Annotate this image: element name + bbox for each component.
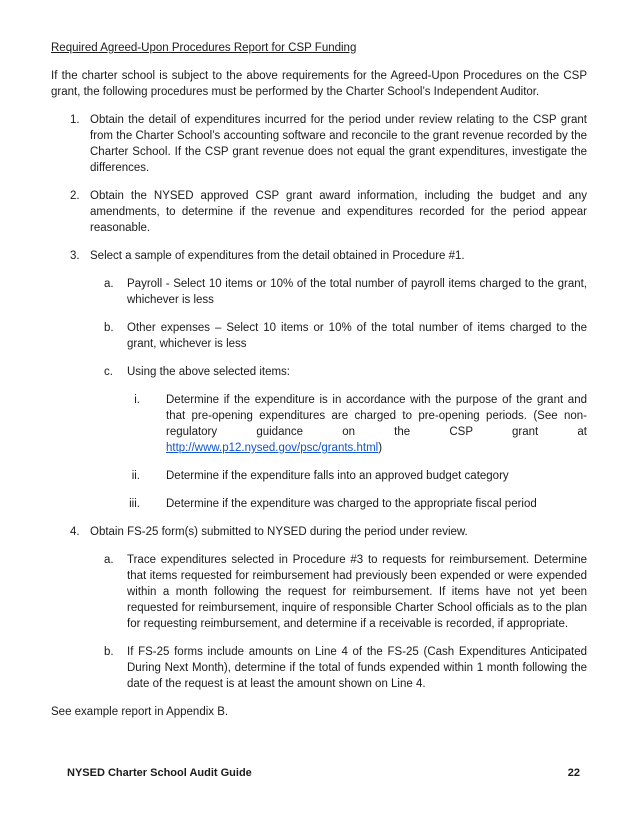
item-marker: 4. [70,526,80,538]
item-text: Determine if the expenditure falls into an approved budget category [166,470,509,482]
page-number: 22 [567,767,580,779]
closing-note: See example report in Appendix B. [51,706,229,718]
procedure-item-4 [51,524,587,540]
section-heading-text: Required Agreed-Upon Procedures Report for CSP Funding [51,42,357,54]
item-text: Other expenses – Select 10 items or 10% of the total number of items charged to the grant, whichever is less [127,322,587,350]
item-marker: a. [104,554,114,566]
item-marker: ii. [131,470,140,482]
item-marker: 2. [70,190,80,202]
procedure-item-3 [51,248,587,264]
item-marker: c. [104,366,113,378]
item-marker: i. [134,394,140,406]
procedure-item-4b [51,644,587,692]
item-text-after-link: ) [378,442,383,454]
item-text: Trace expenditures selected in Procedure #3 to requests for reimbursement. Determine that items requested for reimbursement had previously been expended or were expended within a month following the request for reimbursement. If items have not yet been requested for reimbursement, inquire of responsible Charter School officials as to the plan for requesting reimbursement, and determine if a receivable is recorded, if appropriate. [127,554,587,630]
item-marker: b. [104,322,114,334]
procedure-item-3a [51,276,587,308]
footer-title: NYSED Charter School Audit Guide [67,767,252,779]
item-text [166,392,587,456]
item-text: Using the above selected items: [127,366,291,378]
item-text: Obtain FS-25 form(s) submitted to NYSED during the period under review. [90,526,468,538]
item-text: If FS-25 forms include amounts on Line 4 of the FS-25 (Cash Expenditures Anticipated During Next Month), determine if the total of funds expended within 1 month following the date of the request is at least the amount shown on Line 4. [127,646,587,690]
grants-link[interactable]: http://www.p12.nysed.gov/psc/grants.html [166,442,379,454]
item-marker: a. [104,278,114,290]
item-text: Determine if the expenditure was charged to the appropriate fiscal period [166,498,537,510]
procedure-item-3c-iii [51,496,587,512]
item-text: Obtain the detail of expenditures incurred for the period under review relating to the CSP grant from the Charter School’s accounting software and reconcile to the grant revenue recorded by the Charter School. If the CSP grant revenue does not equal the grant expenditures, investigate the differences. [90,114,587,174]
procedure-item-1 [51,112,587,176]
item-marker: 1. [70,114,80,126]
intro-paragraph: If the charter school is subject to the above requirements for the Agreed-Upon Procedures on the CSP grant, the following procedures must be performed by the Charter School’s Independent Auditor. [51,70,587,98]
item-marker: 3. [70,250,80,262]
procedure-item-3c [51,364,587,380]
item-marker: iii. [129,498,140,510]
item-marker: b. [104,646,114,658]
procedure-item-4a [51,552,587,632]
item-text: Payroll - Select 10 items or 10% of the total number of payroll items charged to the grant, whichever is less [127,278,587,306]
item-text-before-link: Determine if the expenditure is in accordance with the purpose of the grant and that pre-opening expenditures are charged to pre-opening periods. (See non-regulatory guidance on the CSP grant at [166,394,587,438]
section-heading [51,40,587,56]
procedure-item-3c-ii [51,468,587,484]
item-text: Obtain the NYSED approved CSP grant award information, including the budget and any amendments, to determine if the revenue and expenditures recorded for the period appear reasonable. [90,190,587,234]
footer [67,765,580,781]
procedure-item-2 [51,188,587,236]
procedure-item-3b [51,320,587,352]
item-text: Select a sample of expenditures from the detail obtained in Procedure #1. [90,250,465,262]
procedure-item-3c-i [51,392,587,456]
